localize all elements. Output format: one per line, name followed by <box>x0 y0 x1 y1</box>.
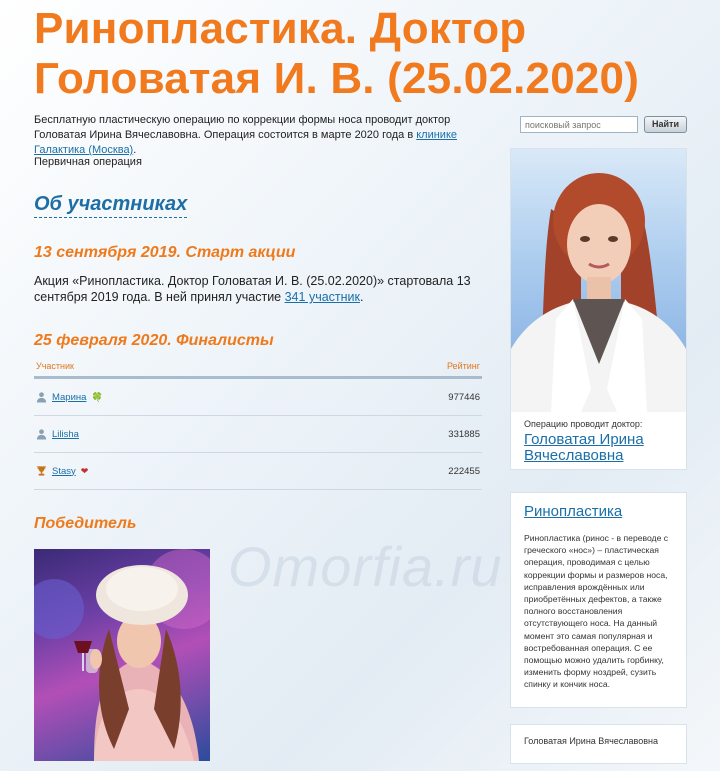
winner-heading: Победитель <box>34 515 137 532</box>
doctor-photo-illustration <box>511 149 686 412</box>
clinic-link[interactable]: клинике Галактика (Москва) <box>34 129 458 156</box>
finalist-emoji: 🍀 <box>91 391 103 402</box>
rhinoplasty-card <box>510 492 687 708</box>
start-paragraph <box>34 273 484 305</box>
trophy-icon <box>36 465 47 477</box>
table-row <box>34 416 482 453</box>
rhinoplasty-description: Ринопластика (ринос - в переводе с греческого «нос») – пластическая операция, проводимая с целью коррекции формы и размеров носа, исправления врождённых или приобретённых дефектов, а также полного восстановления отсутствующего носа. На данный момент это самая популярная и востребованная операция. С ее помощью можно удалить горбинку, изменить форму ноздрей, сузить спинку и кончик носа. <box>524 533 669 690</box>
about-participants-heading[interactable]: Об участниках <box>34 193 187 218</box>
watermark: Omorfia.ru <box>228 535 503 598</box>
finalists-heading: 25 февраля 2020. Финалисты <box>34 332 274 349</box>
finalist-name[interactable]: Lilisha <box>52 428 79 440</box>
winner-photo[interactable] <box>34 549 210 761</box>
table-row <box>34 453 482 490</box>
doctor-caption: Операцию проводит доктор: <box>524 419 643 429</box>
finalist-rating: 977446 <box>448 391 480 403</box>
finalist-rating: 331885 <box>448 428 480 440</box>
participants-count-link[interactable]: 341 участник <box>284 290 360 304</box>
finalists-table <box>34 361 482 490</box>
doctor-photo <box>511 149 686 412</box>
intro-end: . <box>133 144 137 156</box>
finalist-name[interactable]: Марина <box>52 391 87 403</box>
finalist-emoji: ❤ <box>80 465 89 476</box>
doctor-name-card: Головатая Ирина Вячеславовна <box>510 724 687 764</box>
user-icon <box>36 428 47 440</box>
table-row <box>34 379 482 416</box>
user-icon <box>36 391 47 403</box>
intro-paragraph <box>34 113 494 158</box>
start-heading: 13 сентября 2019. Старт акции <box>34 244 296 261</box>
column-rating: Рейтинг <box>446 361 480 371</box>
doctor-name-link[interactable]: Головатая Ирина Вячеславовна <box>524 431 644 464</box>
doctor-card <box>510 148 687 470</box>
rhinoplasty-link[interactable]: Ринопластика <box>524 503 623 520</box>
column-participant: Участник <box>36 361 74 371</box>
start-end: . <box>359 290 364 304</box>
search-button[interactable]: Найти <box>644 116 687 133</box>
start-text: Акция «Ринопластика. Доктор Головатая И. В. (25.02.2020)» стартовала 13 сентября 2019 года. В ней принял участие <box>34 274 471 304</box>
page-title: Ринопластика. Доктор Головатая И. В. (25.02.2020) <box>34 4 640 103</box>
finalist-rating: 222455 <box>448 465 480 477</box>
finalist-name[interactable]: Stasy <box>52 465 76 477</box>
intro-text: Бесплатную пластическую операцию по коррекции формы носа проводит доктор Головатая Ирина Вячеславовна. Операция состоится в марте 2020 года в <box>34 114 451 141</box>
operation-type: Первичная операция <box>34 156 142 168</box>
table-header <box>34 361 482 379</box>
search-input[interactable] <box>520 116 638 133</box>
winner-photo-illustration <box>34 549 210 761</box>
